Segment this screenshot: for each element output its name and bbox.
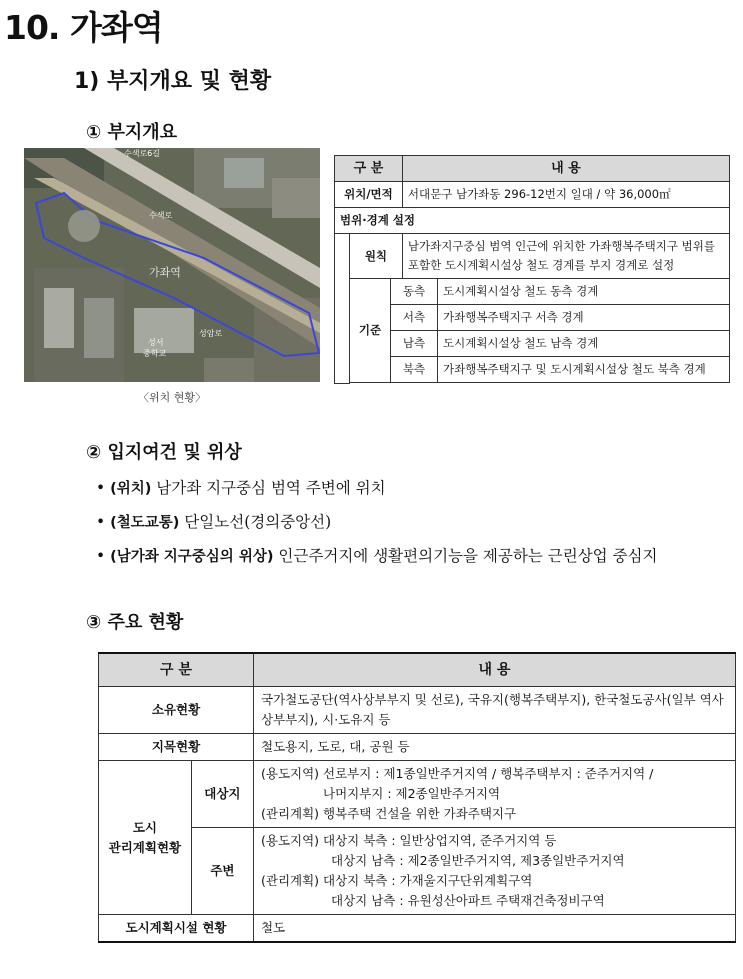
indent-cell: [335, 234, 350, 384]
facility-value: 철도: [254, 915, 736, 943]
photo-caption: 〈위치 현황〉: [137, 391, 206, 404]
bullet-item: • (남가좌 지구중심의 위상) 인근주거지에 생활편의기능을 제공하는 근린상업 중심지: [96, 547, 658, 565]
svg-text:성암로: 성암로: [199, 329, 223, 338]
around-line: 대상지 남측 : 제2종일반주거지역, 제3종일반주거지역: [331, 853, 625, 868]
bullet-keyword: (위치): [110, 481, 152, 497]
ownership-label: 소유현황: [99, 687, 254, 734]
table-header-category: 구 분: [99, 653, 254, 687]
page-title: 10. 가좌역: [4, 8, 163, 47]
svg-text:중학교: 중학교: [143, 349, 167, 358]
landcat-value: 철도용지, 도로, 대, 공원 등: [254, 734, 736, 761]
subsection-heading-location: ② 입지여건 및 위상: [86, 442, 242, 463]
principle-value: 남가좌지구중심 범역 인근에 위치한 가좌행복주택지구 범위를 포함한 도시계획시설상 철도 경계를 부지 경계로 설정: [402, 234, 729, 279]
criteria-label: 기준: [350, 279, 391, 383]
around-value: [254, 828, 736, 915]
bullet-keyword: (철도교통): [110, 515, 180, 531]
around-label: 주변: [191, 828, 253, 915]
overview-table: [334, 155, 730, 384]
site-line: (용도지역) 선로부지 : 제1종일반주거지역 / 행복주택부지 : 준주거지역 /: [261, 766, 654, 781]
criteria-dir: 남측: [391, 331, 438, 357]
around-line: (용도지역) 대상지 북측 : 일반상업지역, 준주거지역 등: [261, 833, 557, 848]
landcat-label: 지목현황: [99, 734, 254, 761]
svg-text:수색로6길: 수색로6길: [124, 149, 161, 158]
bullet-item: • (철도교통) 단일노선(경의중앙선): [96, 513, 332, 531]
criteria-dir: 북측: [391, 357, 438, 383]
criteria-dir: 동측: [391, 279, 438, 305]
bullet-item: • (위치) 남가좌 지구중심 범역 주변에 위치: [96, 479, 386, 497]
bullet-text: 남가좌 지구중심 범역 주변에 위치: [151, 479, 386, 497]
table-header-content: 내 용: [402, 156, 729, 182]
location-value: 서대문구 남가좌동 296-12번지 일대 / 약 36,000㎡: [402, 182, 729, 208]
site-line: (관리계획) 행복주택 건설을 위한 가좌주택지구: [261, 806, 517, 821]
svg-text:가좌역: 가좌역: [149, 266, 181, 279]
table-header-content: 내 용: [254, 653, 736, 687]
ownership-value: 국가철도공단(역사상부부지 및 선로), 국유지(행복주택부지), 한국철도공사(일부 역사상부부지), 시·도유지 등: [254, 687, 736, 734]
criteria-table: [350, 279, 730, 383]
aerial-map-graphic: [24, 148, 320, 382]
site-value: [254, 761, 736, 828]
criteria-desc: 도시계획시설상 철도 남측 경계: [438, 331, 730, 357]
table-header-category: 구 분: [335, 156, 403, 182]
around-line: 대상지 남측 : 유원성산아파트 주택재건축정비구역: [331, 893, 605, 908]
around-line: (관리계획) 대상지 북측 : 가재울지구단위계획구역: [261, 873, 533, 888]
svg-text:성서: 성서: [148, 338, 164, 347]
site-label: 대상지: [191, 761, 253, 828]
section-heading: 1) 부지개요 및 현황: [74, 69, 272, 94]
scope-label: 범위·경계 설정: [335, 208, 730, 234]
subsection-heading-overview: ① 부지개요: [86, 122, 178, 143]
status-table: [98, 652, 736, 943]
svg-text:수색로: 수색로: [149, 211, 173, 220]
facility-label: 도시계획시설 현황: [99, 915, 254, 943]
site-line: 나머지부지 : 제2종일반주거지역: [323, 786, 501, 801]
criteria-desc: 도시계획시설상 철도 동측 경계: [438, 279, 730, 305]
location-label: 위치/면적: [335, 182, 403, 208]
principle-label: 원칙: [350, 234, 403, 279]
criteria-desc: 가좌행복주택지구 서측 경계: [438, 305, 730, 331]
criteria-desc: 가좌행복주택지구 및 도시계획시설상 철도 북측 경계: [438, 357, 730, 383]
city-plan-label: 도시 관리계획현황: [99, 761, 192, 915]
location-bullets: [96, 476, 658, 578]
bullet-text: 인근주거지에 생활편의기능을 제공하는 근린상업 중심지: [273, 547, 658, 565]
bullet-keyword: (남가좌 지구중심의 위상): [110, 549, 274, 565]
bullet-text: 단일노선(경의중앙선): [179, 513, 332, 531]
aerial-photo: [24, 148, 320, 382]
criteria-dir: 서측: [391, 305, 438, 331]
subsection-heading-status: ③ 주요 현황: [86, 612, 184, 633]
